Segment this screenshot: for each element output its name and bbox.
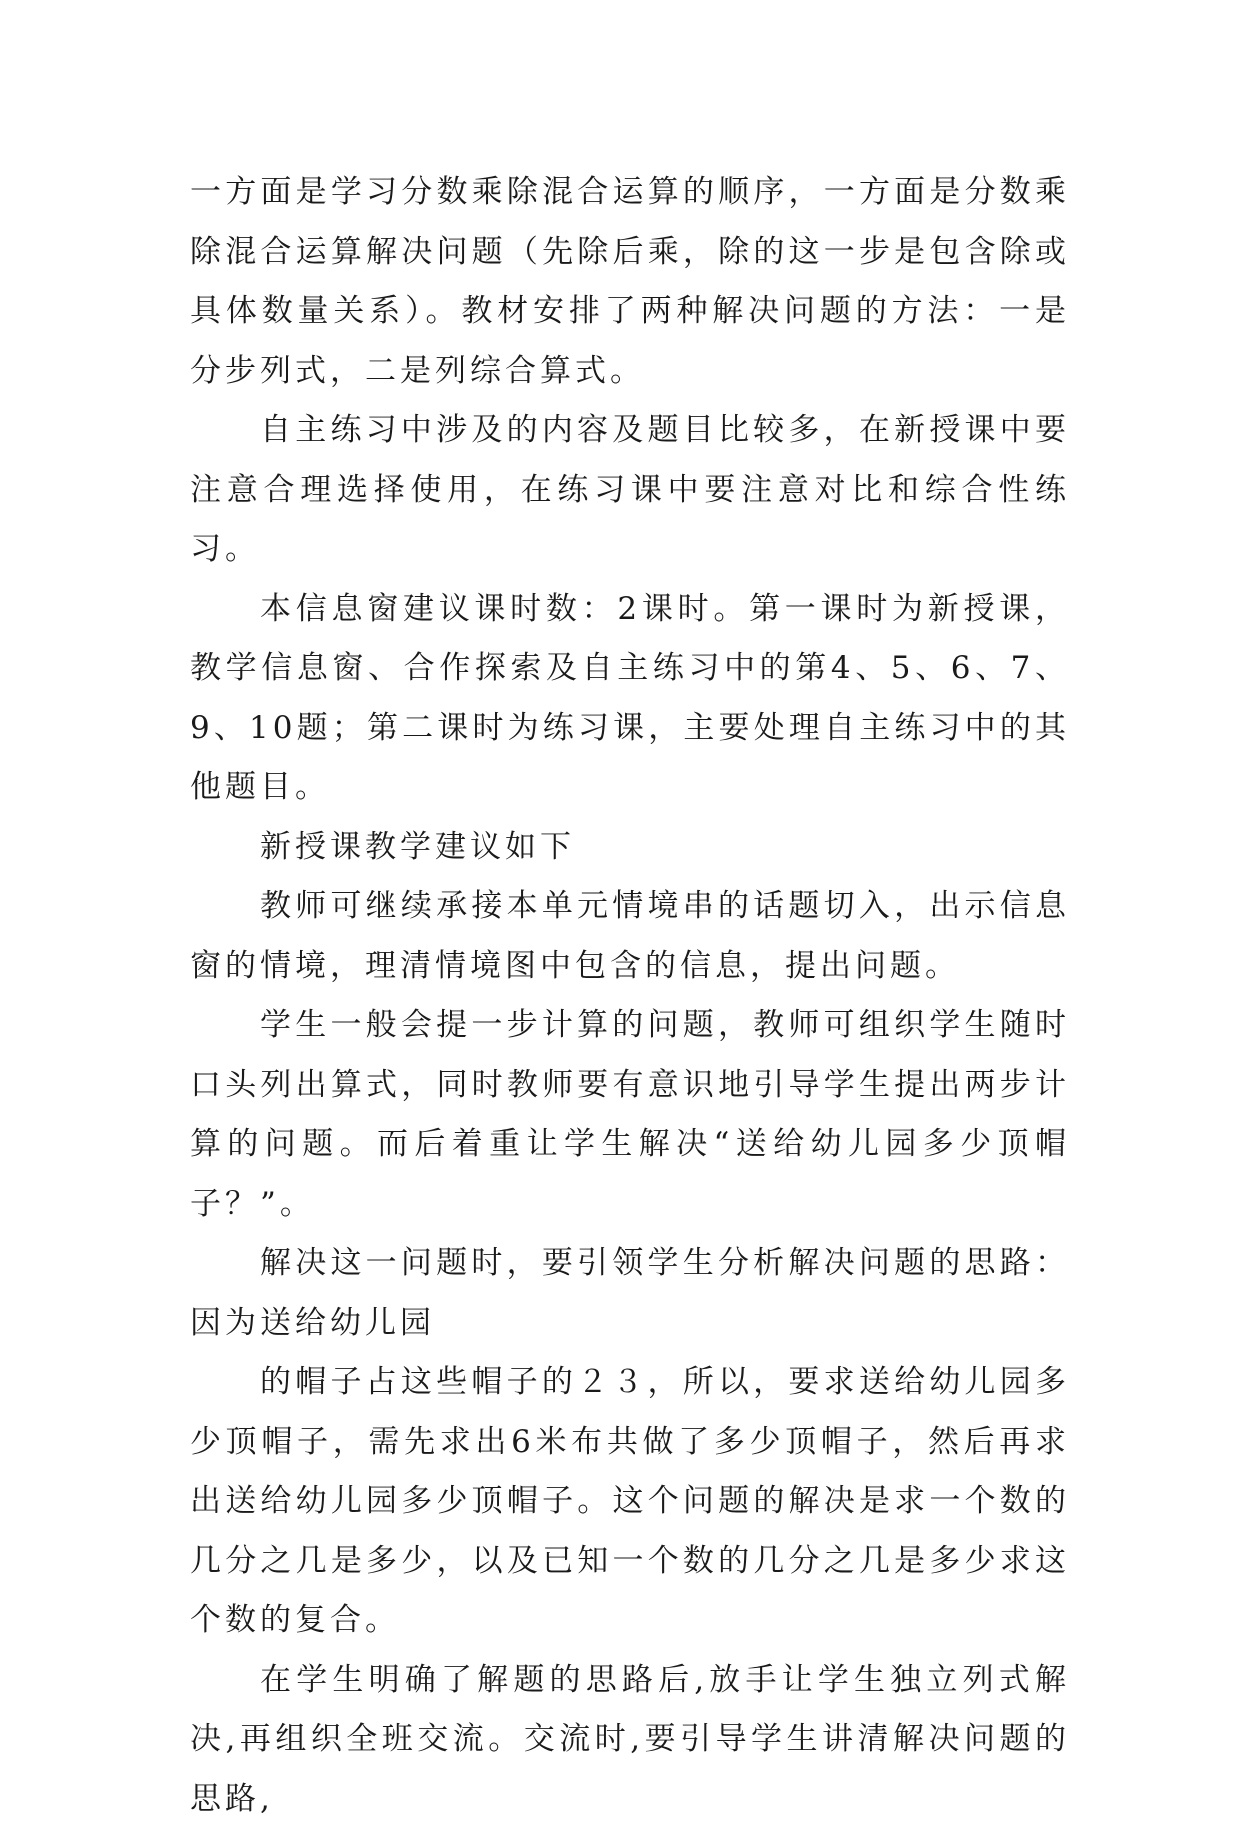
paragraph-4: 新授课教学建议如下 [190,818,1070,878]
document-body [190,163,1070,1829]
paragraph-6: 学生一般会提一步计算的问题，教师可组织学生随时口头列出算式，同时教师要有意识地引导学生提出两步计算的问题。而后着重让学生解决“送给幼儿园多少顶帽子？”。 [190,996,1070,1234]
paragraph-9: 在学生明确了解题的思路后,放手让学生独立列式解决,再组织全班交流。交流时,要引导学生讲清解决问题的思路, [190,1651,1070,1829]
paragraph-1: 一方面是学习分数乘除混合运算的顺序，一方面是分数乘除混合运算解决问题（先除后乘，除的这一步是包含除或具体数量关系）。教材安排了两种解决问题的方法：一是分步列式，二是列综合算式。 [190,163,1070,401]
paragraph-5: 教师可继续承接本单元情境串的话题切入，出示信息窗的情境，理清情境图中包含的信息，提出问题。 [190,877,1070,996]
paragraph-8: 的帽子占这些帽子的２３，所以，要求送给幼儿园多少顶帽子，需先求出6米布共做了多少顶帽子，然后再求出送给幼儿园多少顶帽子。这个问题的解决是求一个数的几分之几是多少，以及已知一个数的几分之几是多少求这个数的复合。 [190,1353,1070,1651]
paragraph-7: 解决这一问题时，要引领学生分析解决问题的思路：因为送给幼儿园 [190,1234,1070,1353]
paragraph-2: 自主练习中涉及的内容及题目比较多，在新授课中要注意合理选择使用，在练习课中要注意对比和综合性练习。 [190,401,1070,580]
paragraph-3: 本信息窗建议课时数：2课时。第一课时为新授课，教学信息窗、合作探索及自主练习中的第4、5、6、7、9、10题；第二课时为练习课，主要处理自主练习中的其他题目。 [190,580,1070,818]
